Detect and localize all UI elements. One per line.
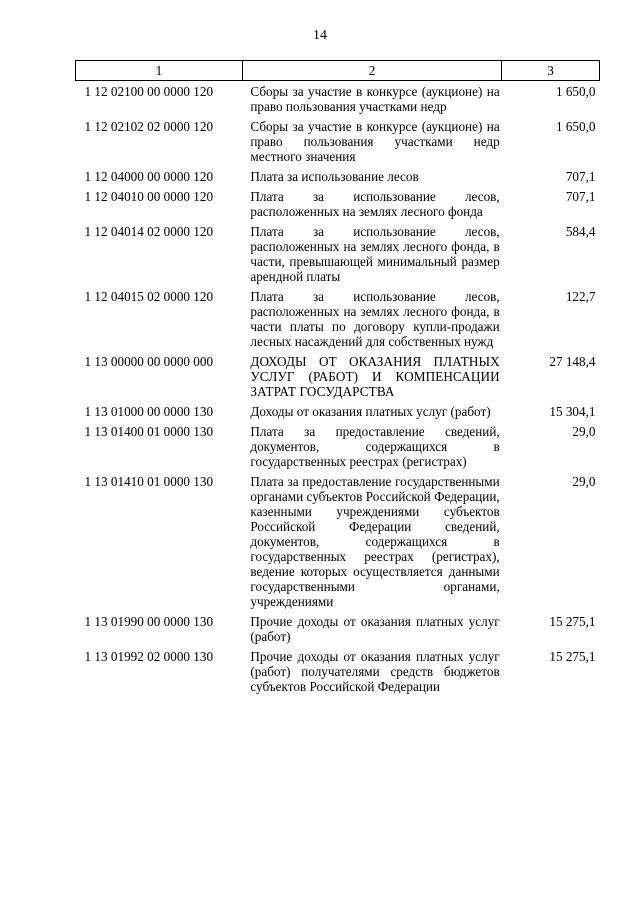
row-code: 1 12 02102 02 0000 120 [84, 119, 214, 134]
row-name: Плата за использование лесов, расположенных на землях лесного фонда, в части платы по договору купли-продажи лесных насаждений для собственных нужд [250, 289, 500, 349]
table-row [76, 474, 600, 614]
table-header-row [76, 61, 600, 81]
row-code: 1 12 02100 00 0000 120 [84, 84, 214, 99]
row-amount: 707,1 [565, 169, 596, 184]
page-number: 14 [313, 28, 327, 43]
table-row [76, 404, 600, 424]
budget-table [75, 60, 600, 699]
table-row [76, 354, 600, 404]
row-name: Сборы за участие в конкурсе (аукционе) на право пользования участками недр местного значения [250, 119, 500, 164]
row-code: 1 12 04000 00 0000 120 [84, 169, 214, 184]
row-amount: 122,7 [565, 289, 596, 304]
row-code: 1 13 01410 01 0000 130 [84, 474, 214, 489]
row-code: 1 12 04015 02 0000 120 [84, 289, 214, 304]
row-name: Доходы от оказания платных услуг (работ) [250, 404, 491, 419]
row-amount: 15 275,1 [549, 614, 596, 629]
column-header-code: 1 [76, 61, 243, 81]
row-amount: 1 650,0 [555, 119, 596, 134]
column-header-amount: 3 [502, 61, 600, 81]
row-amount: 1 650,0 [555, 84, 596, 99]
row-code: 1 12 04010 00 0000 120 [84, 189, 214, 204]
table-row [76, 424, 600, 474]
row-name: Плата за использование лесов, расположенных на землях лесного фонда [250, 189, 500, 219]
row-amount: 707,1 [565, 189, 596, 204]
table-row [76, 189, 600, 224]
row-amount: 584,4 [565, 224, 596, 239]
table-row [76, 649, 600, 699]
row-amount: 29,0 [572, 474, 596, 489]
row-code: 1 13 01000 00 0000 130 [84, 404, 214, 419]
row-code: 1 13 01400 01 0000 130 [84, 424, 214, 439]
row-name: Сборы за участие в конкурсе (аукционе) на право пользования участками недр [250, 84, 500, 114]
row-amount: 27 148,4 [549, 354, 596, 369]
column-header-name: 2 [242, 61, 501, 81]
row-name: ДОХОДЫ ОТ ОКАЗАНИЯ ПЛАТНЫХ УСЛУГ (РАБОТ) И КОМПЕНСАЦИИ ЗАТРАТ ГОСУДАРСТВА [250, 354, 500, 399]
table-row [76, 119, 600, 169]
row-amount: 15 275,1 [549, 649, 596, 664]
row-name: Плата за предоставление государственными органами субъектов Российской Федерации, казенными учреждениями субъектов Российской Федерации сведений, документов, содержащихся в государственных реестрах (регистрах), ведение которых осуществляется данными государственными органами, учреждениями [250, 474, 500, 609]
row-name: Плата за предоставление сведений, документов, содержащихся в государственных реестрах (регистрах) [250, 424, 500, 469]
row-code: 1 13 00000 00 0000 000 [84, 354, 214, 369]
row-amount: 15 304,1 [549, 404, 596, 419]
row-amount: 29,0 [572, 424, 596, 439]
row-code: 1 12 04014 02 0000 120 [84, 224, 214, 239]
row-code: 1 13 01992 02 0000 130 [84, 649, 214, 664]
table-row [76, 224, 600, 289]
row-code: 1 13 01990 00 0000 130 [84, 614, 214, 629]
table-row [76, 169, 600, 189]
row-name: Прочие доходы от оказания платных услуг (работ) получателями средств бюджетов субъектов Российской Федерации [250, 649, 500, 694]
table-row [76, 614, 600, 649]
row-name: Плата за использование лесов [250, 169, 419, 184]
table-row [76, 289, 600, 354]
row-name: Прочие доходы от оказания платных услуг (работ) [250, 614, 500, 644]
row-name: Плата за использование лесов, расположенных на землях лесного фонда, в части, превышающей минимальный размер арендной платы [250, 224, 500, 284]
table-row [76, 81, 600, 120]
